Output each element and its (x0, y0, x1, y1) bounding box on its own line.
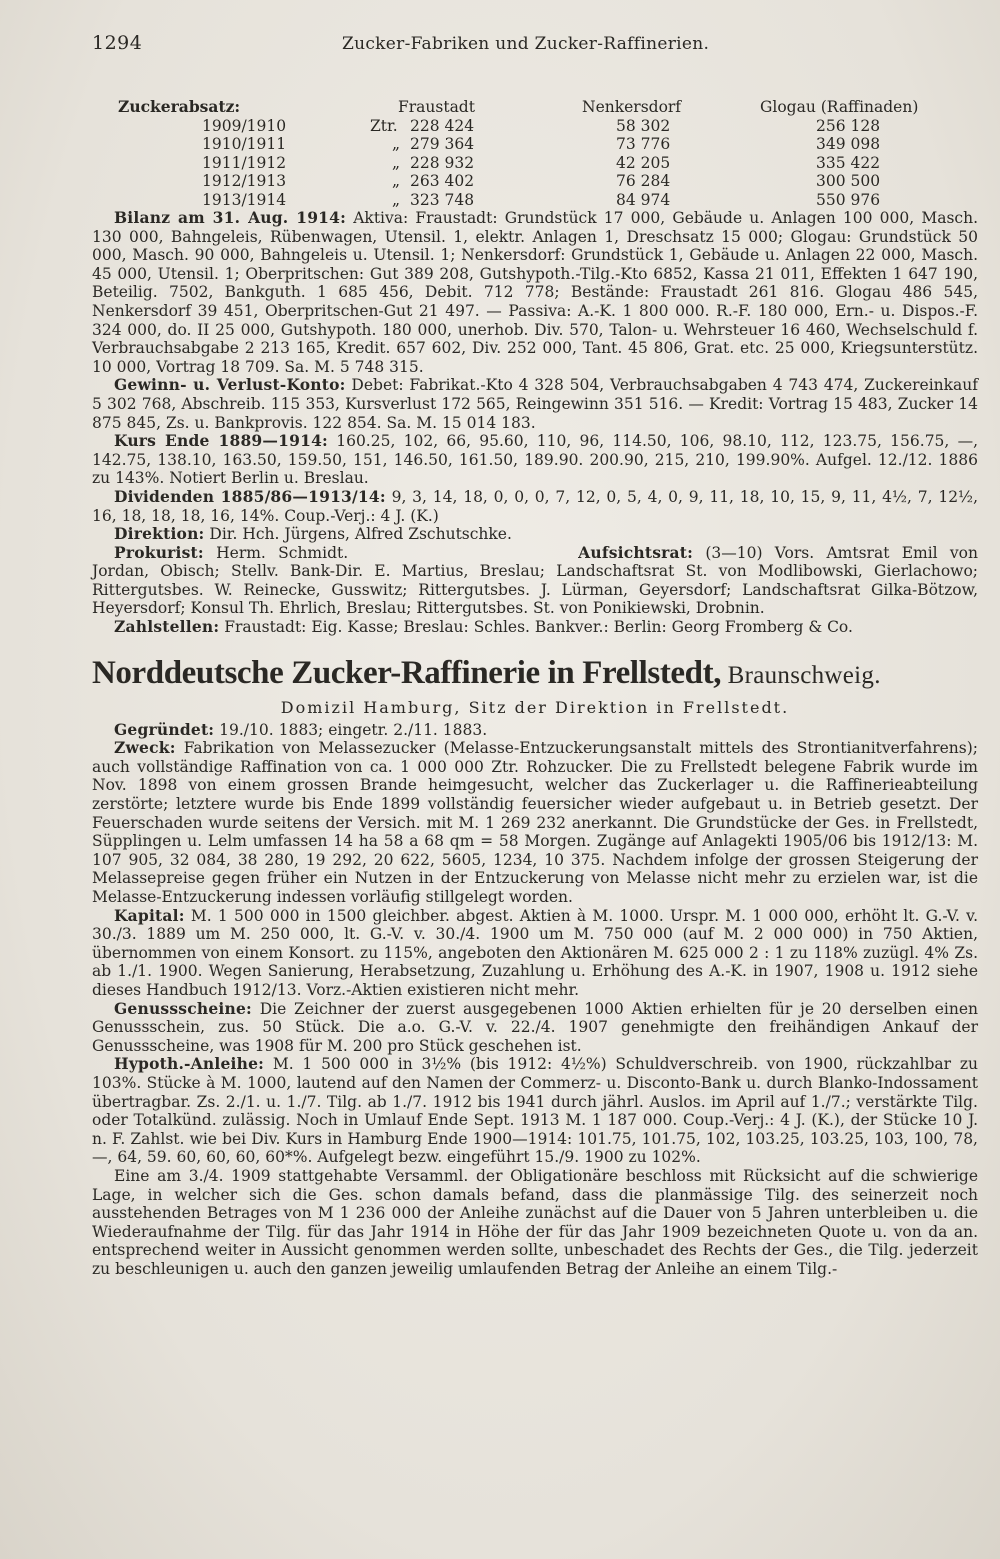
zahlstellen-text: Fraustadt: Eig. Kasse; Breslau: Schles. Bankver.: Berlin: Georg Fromberg & Co. (219, 618, 853, 637)
gegruendet-paragraph (92, 721, 978, 740)
row-year: 1911/1912 (202, 153, 287, 172)
prokurist-text: Herm. Schmidt. (203, 543, 349, 562)
kurs-paragraph (92, 432, 978, 488)
row-prefix: Ztr. (370, 116, 398, 135)
row-year: 1913/1914 (202, 190, 287, 209)
kapital-paragraph (92, 907, 978, 1000)
row-fraustadt: 228 932 (410, 153, 475, 172)
bilanz-label: Bilanz am 31. Aug. 1914: (114, 208, 347, 227)
page-header (92, 26, 978, 60)
hypothek-paragraph (92, 1055, 978, 1167)
row-fraustadt: 228 424 (410, 116, 475, 135)
row-year: 1910/1911 (202, 135, 287, 153)
sales-table (92, 98, 978, 209)
genussscheine-paragraph (92, 1000, 978, 1056)
dividend-label: Dividenden 1885/86—1913/14: (114, 486, 386, 506)
guv-paragraph (92, 376, 978, 432)
row-nenkersdorf: 76 284 (616, 172, 671, 190)
bilanz-text: Aktiva: Fraustadt: Grundstück 17 000, Gebäude u. Anlagen 100 000, Masch. 130 000, Bahngeleis, Rübenwagen, Utensil. 1, elektr. Anlagen 1, Dreschsatz 15 000; Glogau: Grundstück 50 000, Masch. 90 000, Bahngeleis u. Utensil. 1; Nenkersdorf: Grundstück 1, Gebäude u. Anlagen 22 000, Masch. 45 000, Utensil. 1; Oberpritschen: Gut 389 208, Gutshypoth.-Tilg.-Kto 6852, Kassa 21 011, Effekten 1 647 190, Beteilig. 7502, Bankguth. 1 685 456, Debit. 712 778; Bestände: Fraustadt 261 816. Glogau 486 545, Nenkersdorf 39 451, Oberpritschen-Gut 21 497. — Passiva: A.-K. 1 800 000. R.-F. 180 000, Ern.- u. Dispos.-F. 324 000, do. II 25 000, Gutshypoth. 180 000, unerhob. Div. 570, Talon- u. Wehrsteuer 16 460, Wechselschuld f. Verbrauchsabgabe 2 213 165, Kredit. 657 602, Div. 252 000, Tant. 45 806, Grat. etc. 25 000, Kriegsunterstütz. 10 000, Vortrag 18 709. Sa. M. 5 748 315. (92, 209, 978, 376)
gegruendet-label: Gegründet: (114, 719, 215, 739)
page-number: 1294 (92, 32, 143, 54)
col-fraustadt: Fraustadt (398, 98, 475, 116)
zahlstellen-label: Zahlstellen: (114, 617, 220, 637)
row-year: 1909/1910 (202, 116, 287, 135)
col-glogau: Glogau (Raffinaden) (760, 98, 919, 116)
row-glogau: 256 128 (816, 116, 881, 135)
direktion-text: Dir. Hch. Jürgens, Alfred Zschutschke. (204, 525, 512, 544)
section-company-1 (92, 209, 978, 637)
sales-table-header (92, 98, 978, 117)
row-fraustadt: 323 748 (410, 190, 475, 209)
zweck-text: Fabrikation von Melassezucker (Melasse-Entzuckerungsanstalt mittels des Strontianitverfahrens); auch vollständige Raffination von ca. 1 000 000 Ztr. Rohzucker. Die zu Frellstedt belegene Fabrik wurde im Nov. 1898 von einem grossen Brande heimgesucht, welcher das Zuckerlager u. die Raffinerieabteilung zerstörte; letztere wurde bis Ende 1899 vollständig feuersicher wieder aufgebaut u. in Betrieb gesetzt. Der Feuerschaden wurde seitens der Versich. mit M. 1 269 232 anerkannt. Die Grundstücke der Ges. in Frellstedt, Süpplingen u. Lelm umfassen 14 ha 58 a 68 qm = 58 Morgen. Zugänge auf Anlagekti 1905/06 bis 1912/13: M. 107 905, 32 084, 38 280, 19 292, 20 622, 5605, 1234, 10 375. Nachdem infolge der grossen Steigerung der Melassepreise gegen früher ein Nutzen in der Entzuckerung von Melasse nicht mehr zu erzielen war, ist die Melasse-Entzuckerung indessen vorläufig stillgelegt worden. (92, 739, 978, 906)
row-glogau: 300 500 (816, 172, 881, 190)
table-row (92, 135, 978, 154)
row-glogau: 550 976 (816, 190, 881, 209)
table-row (92, 191, 978, 210)
company-subtitle: Domizil Hamburg, Sitz der Direktion in Frellstedt. (280, 697, 790, 717)
prokurist-label: Prokurist: (114, 542, 204, 562)
dividend-text: 9, 3, 14, 18, 0, 0, 0, 7, 12, 0, 5, 4, 0, 9, 11, 18, 10, 15, 9, 11, 4½, 7, 12½, 16, 18, 18, 18, 16, 14%. Coup.-Verj.: 4 J. (K.) (92, 487, 979, 525)
row-prefix: „ (392, 190, 401, 209)
running-title: Zucker-Fabriken und Zucker-Raffinerien. (342, 34, 710, 54)
kurs-label: Kurs Ende 1889—1914: (114, 431, 328, 451)
table-row (92, 154, 978, 173)
kurs-text: 160.25, 102, 66, 95.60, 110, 96, 114.50, 106, 98.10, 112, 123.75, 156.75, —, 142.75, 138.10, 163.50, 159.50, 151, 146.50, 161.50, 189.90. 200.90, 215, 210, 199.90%. Aufgel. 12./12. 1886 zu 143%. Notiert Berlin u. Breslau. (92, 432, 978, 488)
company-name: Norddeutsche Zucker-Raffinerie in Frellstedt, (92, 654, 722, 691)
aufsichtsrat-label: Aufsichtsrat: (578, 542, 694, 562)
direktion-label: Direktion: (114, 524, 205, 544)
genussscheine-label: Genussscheine: (114, 998, 252, 1018)
kapital-text: M. 1 500 000 in 1500 gleichber. abgest. Aktien à M. 1000. Urspr. M. 1 000 000, erhöht lt. G.-V. v. 30./3. 1889 um M. 250 000, lt. G.-V. v. 30./4. 1900 um M. 750 000 (auf M. 2 000 000) in 750 Aktien, übernommen von einem Konsort. zu 115%, angeboten den Aktionären M. 625 000 2 : 1 zu 118% zuzügl. 4% Zs. ab 1./1. 1900. Wegen Sanierung, Herabsetzung, Zuzahlung u. Erhöhung des A.-K. in 1907, 1908 u. 1912 siehe dieses Handbuch 1912/13. Vorz.-Aktien existieren nicht mehr. (92, 906, 978, 999)
row-prefix: „ (392, 172, 401, 190)
hypothek-text: M. 1 500 000 in 3½% (bis 1912: 4½%) Schuldverschreib. von 1900, rückzahlbar zu 103%. Stücke à M. 1000, lautend auf den Namen der Commerz- u. Disconto-Bank u. durch Blanko-Indossament übertragbar. Zs. 2./1. u. 1./7. Tilg. ab 1./7. 1912 bis 1941 durch jährl. Auslos. im April auf 1./7.; verstärkte Tilg. oder Totalkünd. zulässig. Noch in Umlauf Ende Sept. 1913 M. 1 187 000. Coup.-Verj.: 4 J. (K.), der Stücke 10 J. n. F. Zahlst. wie bei Div. Kurs in Hamburg Ende 1900—1914: 101.75, 101.75, 102, 103.25, 103.25, 103, 100, 78, —, 64, 59. 60, 60, 60, 60*%. Aufgelegt bezw. eingeführt 15./9. 1900 zu 102%. (92, 1055, 978, 1167)
row-nenkersdorf: 42 205 (616, 153, 671, 172)
prokurist-aufsichtsrat-paragraph (92, 544, 978, 618)
hypothek-label: Hypoth.-Anleihe: (114, 1054, 265, 1074)
row-prefix: „ (392, 135, 401, 153)
col-nenkersdorf: Nenkersdorf (582, 98, 682, 116)
row-year: 1912/1913 (202, 172, 287, 190)
bilanz-paragraph (92, 209, 978, 376)
table-row (92, 172, 978, 191)
genussscheine-text: Die Zeichner der zuerst ausgegebenen 1000 Aktien erhielten für je 20 derselben einen Genussschein, zus. 50 Stück. Die a.o. G.-V. v. 22./4. 1907 genehmigte den freihändigen Ankauf der Genussscheine, was 1908 für M. 200 pro Stück geschehen ist. (92, 999, 978, 1055)
row-nenkersdorf: 84 974 (616, 190, 671, 209)
zahlstellen-paragraph (92, 618, 978, 637)
direktion-paragraph (92, 525, 978, 544)
guv-label: Gewinn- u. Verlust-Konto: (114, 375, 346, 395)
row-nenkersdorf: 73 776 (616, 135, 671, 153)
table-row (92, 117, 978, 136)
sales-table-label: Zuckerabsatz: (118, 97, 241, 116)
aufsichtsrat-text: (3—10) Vors. Amtsrat Emil von Jordan, Obisch; Stellv. Bank-Dir. E. Martius, Breslau; Landschaftsrat St. von Modlibowski, Gierlachowo; Rittergutsbes. W. Reinecke, Gusswitz; Rittergutsbes. J. Lürman, Geyersdorf; Landschaftsrat Gilka-Bötzow, Heyersdorf; Konsul Th. Ehrlich, Breslau; Rittergutsbes. St. von Ponikiewski, Drobnin. (92, 543, 978, 618)
zweck-label: Zweck: (114, 738, 176, 758)
company-title (92, 653, 978, 696)
company-city: Braunschweig. (721, 661, 881, 689)
kapital-label: Kapital: (114, 905, 185, 925)
zweck-paragraph (92, 739, 978, 906)
row-prefix: „ (392, 153, 401, 172)
row-glogau: 335 422 (816, 153, 881, 172)
section-company-2 (92, 721, 978, 1279)
row-fraustadt: 263 402 (410, 172, 475, 190)
final-paragraph: Eine am 3./4. 1909 stattgehabte Versamml. der Obligationäre beschloss mit Rücksicht auf die schwierige Lage, in welcher sich die Ges. schon damals befand, dass die planmässige Tilg. des seinerzeit noch ausstehenden Betrages von M 1 236 000 der Anleihe zunächst auf die Dauer von 5 Jahren unterbleiben u. die Wiederaufnahme der Tilg. für das Jahr 1914 in Höhe der für das Jahr 1909 bezeichneten Quote u. von da an. entsprechend weiter in Aussicht genommen werden sollte, unbeschadet des Rechts der Ges., die Tilg. jederzeit zu beschleunigen u. auch den ganzen jeweilig umlaufenden Betrag der Anleihe an einem Tilg.- (92, 1166, 978, 1278)
row-fraustadt: 279 364 (410, 135, 475, 153)
row-glogau: 349 098 (816, 135, 881, 153)
row-nenkersdorf: 58 302 (616, 116, 671, 135)
dividend-paragraph (92, 488, 978, 525)
gegruendet-text: 19./10. 1883; eingetr. 2./11. 1883. (214, 720, 488, 739)
guv-text: Debet: Fabrikat.-Kto 4 328 504, Verbrauchsabgaben 4 743 474, Zuckereinkauf 5 302 768, Abschreib. 115 353, Kursverlust 172 565, Reingewinn 351 516. — Kredit: Vortrag 15 483, Zucker 14 875 845, Zs. u. Bankprovis. 122 854. Sa. M. 15 014 183. (92, 376, 978, 432)
